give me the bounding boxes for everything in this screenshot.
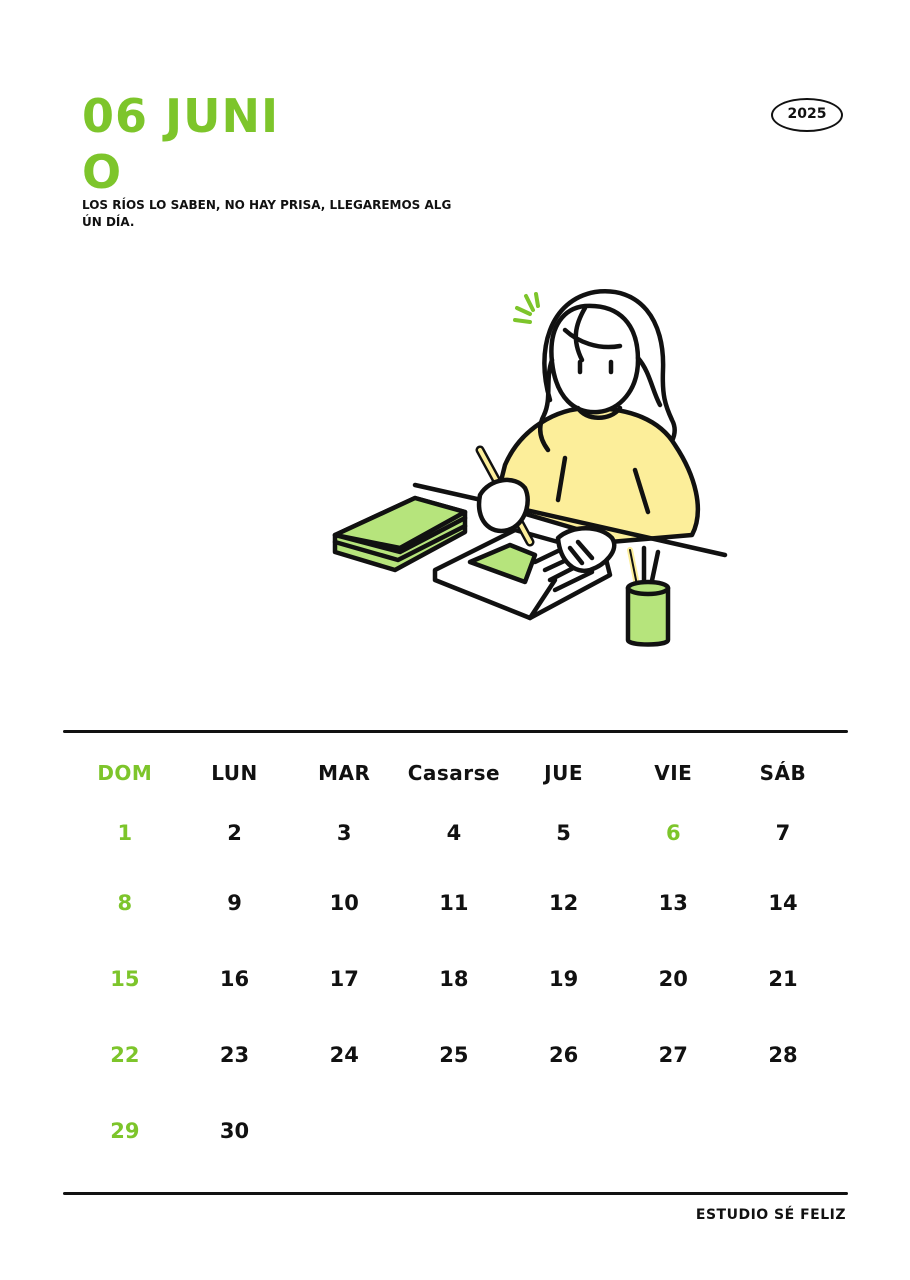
footer-brand: ESTUDIO SÉ FELIZ (695, 1207, 846, 1223)
book-stack (335, 498, 465, 570)
day-cell: 24 (329, 1043, 359, 1067)
day-cell: 9 (227, 891, 242, 915)
day-cell: 20 (658, 967, 688, 991)
bottom-divider (63, 1192, 848, 1195)
calendar-grid (70, 745, 838, 1169)
day-cell: 16 (219, 967, 250, 991)
day-cell: 22 (110, 1043, 140, 1067)
day-cell: 29 (110, 1119, 140, 1143)
day-cell: 25 (439, 1043, 469, 1067)
day-cell: 19 (548, 967, 579, 991)
page-subtitle: LOS RÍOS LO SABEN, NO HAY PRISA, LLEGAREMOS ALGÚN DÍA. (82, 198, 452, 229)
day-cell: 17 (329, 967, 359, 991)
day-cell: 15 (110, 967, 140, 991)
surprise-marks-icon (515, 294, 538, 322)
day-cell: 4 (446, 821, 462, 845)
day-cell: 26 (548, 1043, 579, 1067)
page-title: 06 JUNIO (82, 89, 280, 199)
week-row (70, 1093, 838, 1169)
week-row (70, 1017, 838, 1093)
week-row (70, 941, 838, 1017)
day-cell-holiday: 6 (665, 821, 681, 845)
day-cell: 21 (768, 967, 798, 991)
day-cell: 14 (768, 891, 798, 915)
day-cell: 3 (336, 821, 352, 845)
day-cell: 23 (219, 1043, 250, 1067)
weekday-tue: MAR (318, 761, 371, 785)
day-cell: 28 (768, 1043, 798, 1067)
girl-studying-illustration (320, 280, 740, 660)
day-cell: 11 (439, 891, 469, 915)
pen-holder (628, 548, 668, 645)
weekday-mon: LUN (211, 761, 258, 785)
year-badge: 2025 (771, 98, 843, 132)
day-cell: 12 (548, 891, 579, 915)
day-cell: 2 (227, 821, 242, 845)
day-cell: 7 (775, 821, 791, 845)
weekday-wed: Casarse (407, 761, 501, 785)
day-cell: 18 (439, 967, 469, 991)
week-row (70, 865, 838, 941)
day-cell: 8 (117, 891, 133, 915)
top-divider (63, 730, 848, 733)
day-cell: 30 (219, 1119, 250, 1143)
day-cell: 27 (658, 1043, 688, 1067)
day-cell: 1 (117, 821, 133, 845)
weekday-sat: SÁB (759, 761, 807, 785)
day-cell: 10 (329, 891, 359, 915)
weekday-header-row (70, 745, 838, 801)
week-row (70, 801, 838, 865)
weekday-fri: VIE (654, 761, 693, 785)
weekday-thu: JUE (544, 761, 584, 785)
weekday-sun: DOM (97, 761, 153, 785)
day-cell: 13 (658, 891, 688, 915)
day-cell: 5 (556, 821, 571, 845)
